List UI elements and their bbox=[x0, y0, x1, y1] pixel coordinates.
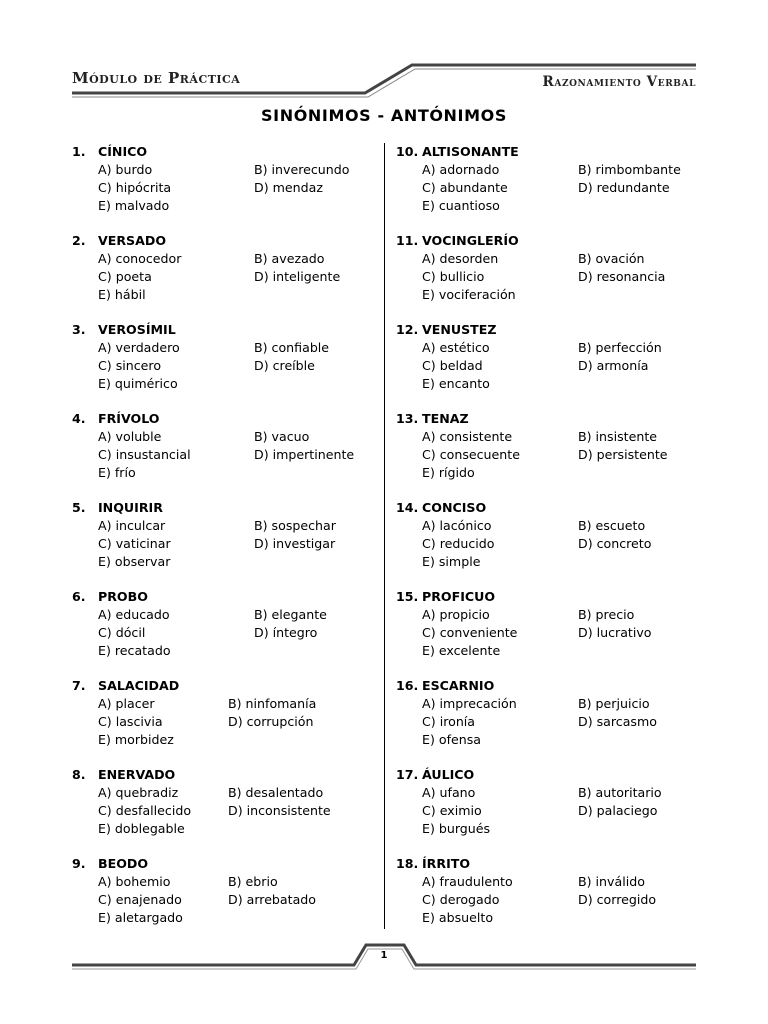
option-b: B) insistente bbox=[578, 429, 658, 444]
option-b: B) escueto bbox=[578, 518, 646, 533]
right-column bbox=[396, 143, 696, 944]
question-word: VEROSÍMIL bbox=[98, 322, 176, 337]
option-e: E) burgués bbox=[422, 821, 491, 836]
option-c: C) dócil bbox=[98, 625, 146, 640]
question-item bbox=[396, 232, 696, 321]
option-b: B) vacuo bbox=[254, 429, 310, 444]
question-item bbox=[72, 321, 372, 410]
option-e: E) vociferación bbox=[422, 287, 516, 302]
option-a: A) burdo bbox=[98, 162, 153, 177]
option-c: C) sincero bbox=[98, 358, 162, 373]
question-number: 2. bbox=[72, 233, 86, 248]
question-word: ENERVADO bbox=[98, 767, 176, 782]
option-a: A) imprecación bbox=[422, 696, 517, 711]
option-c: C) lascivia bbox=[98, 714, 163, 729]
option-b: B) desalentado bbox=[228, 785, 324, 800]
option-e: E) cuantioso bbox=[422, 198, 500, 213]
option-d: D) lucrativo bbox=[578, 625, 652, 640]
option-e: E) frío bbox=[98, 465, 136, 480]
option-d: D) mendaz bbox=[254, 180, 323, 195]
option-d: D) corregido bbox=[578, 892, 657, 907]
option-d: D) concreto bbox=[578, 536, 652, 551]
question-word: FRÍVOLO bbox=[98, 411, 160, 426]
question-word: SALACIDAD bbox=[98, 678, 180, 693]
option-d: D) íntegro bbox=[254, 625, 318, 640]
question-item bbox=[396, 855, 696, 944]
option-b: B) rimbombante bbox=[578, 162, 681, 177]
question-item bbox=[72, 766, 372, 855]
option-b: B) ebrio bbox=[228, 874, 278, 889]
option-d: D) impertinente bbox=[254, 447, 355, 462]
option-a: A) quebradiz bbox=[98, 785, 179, 800]
question-number: 1. bbox=[72, 144, 86, 159]
column-divider bbox=[384, 143, 385, 929]
option-a: A) verdadero bbox=[98, 340, 180, 355]
option-b: B) inválido bbox=[578, 874, 645, 889]
option-e: E) ofensa bbox=[422, 732, 482, 747]
option-e: E) observar bbox=[98, 554, 171, 569]
option-c: C) bullicio bbox=[422, 269, 485, 284]
option-d: D) sarcasmo bbox=[578, 714, 657, 729]
question-number: 12. bbox=[396, 322, 419, 337]
option-c: C) vaticinar bbox=[98, 536, 171, 551]
option-b: B) precio bbox=[578, 607, 635, 622]
option-d: D) palaciego bbox=[578, 803, 658, 818]
question-word: BEODO bbox=[98, 856, 149, 871]
question-word: INQUIRIR bbox=[98, 500, 163, 515]
option-e: E) absuelto bbox=[422, 910, 494, 925]
question-item bbox=[72, 232, 372, 321]
question-number: 6. bbox=[72, 589, 86, 604]
question-word: PROBO bbox=[98, 589, 148, 604]
question-word: ALTISONANTE bbox=[422, 144, 519, 159]
question-number: 15. bbox=[396, 589, 419, 604]
question-item bbox=[72, 410, 372, 499]
option-a: A) placer bbox=[98, 696, 155, 711]
option-c: C) derogado bbox=[422, 892, 500, 907]
option-d: D) armonía bbox=[578, 358, 649, 373]
question-word: VENUSTEZ bbox=[422, 322, 497, 337]
option-a: A) consistente bbox=[422, 429, 513, 444]
option-e: E) rígido bbox=[422, 465, 475, 480]
option-d: D) inconsistente bbox=[228, 803, 331, 818]
page-title: SINÓNIMOS - ANTÓNIMOS bbox=[261, 106, 507, 125]
option-e: E) doblegable bbox=[98, 821, 185, 836]
option-a: A) educado bbox=[98, 607, 170, 622]
option-c: C) poeta bbox=[98, 269, 152, 284]
option-d: D) redundante bbox=[578, 180, 670, 195]
option-c: C) enajenado bbox=[98, 892, 182, 907]
question-word: VOCINGLERÍO bbox=[422, 233, 519, 248]
question-word: CÍNICO bbox=[98, 144, 148, 159]
question-number: 14. bbox=[396, 500, 419, 515]
question-item bbox=[396, 766, 696, 855]
option-b: B) perfección bbox=[578, 340, 662, 355]
question-number: 17. bbox=[396, 767, 419, 782]
option-a: A) bohemio bbox=[98, 874, 171, 889]
question-number: 7. bbox=[72, 678, 86, 693]
option-a: A) propicio bbox=[422, 607, 490, 622]
question-item bbox=[72, 499, 372, 588]
option-c: C) hipócrita bbox=[98, 180, 172, 195]
option-e: E) recatado bbox=[98, 643, 171, 658]
option-a: A) conocedor bbox=[98, 251, 182, 266]
question-item bbox=[396, 588, 696, 677]
question-word: TENAZ bbox=[422, 411, 469, 426]
option-b: B) autoritario bbox=[578, 785, 662, 800]
question-item bbox=[396, 499, 696, 588]
question-number: 13. bbox=[396, 411, 419, 426]
option-e: E) hábil bbox=[98, 287, 146, 302]
option-d: D) corrupción bbox=[228, 714, 314, 729]
option-b: B) avezado bbox=[254, 251, 325, 266]
option-b: B) ovación bbox=[578, 251, 645, 266]
question-item bbox=[72, 588, 372, 677]
module-title: Módulo de Práctica bbox=[72, 69, 241, 87]
question-item bbox=[396, 143, 696, 232]
option-d: D) arrebatado bbox=[228, 892, 317, 907]
option-e: E) excelente bbox=[422, 643, 501, 658]
option-c: C) desfallecido bbox=[98, 803, 192, 818]
option-a: A) ufano bbox=[422, 785, 476, 800]
option-b: B) inverecundo bbox=[254, 162, 350, 177]
option-b: B) ninfomanía bbox=[228, 696, 317, 711]
question-number: 18. bbox=[396, 856, 419, 871]
question-word: ÁULICO bbox=[422, 767, 475, 782]
option-c: C) beldad bbox=[422, 358, 483, 373]
option-a: A) desorden bbox=[422, 251, 499, 266]
option-c: C) eximio bbox=[422, 803, 482, 818]
question-item bbox=[396, 410, 696, 499]
option-c: C) insustancial bbox=[98, 447, 191, 462]
option-d: D) investigar bbox=[254, 536, 336, 551]
question-number: 11. bbox=[396, 233, 419, 248]
course-title: Razonamiento Verbal bbox=[542, 74, 696, 90]
option-e: E) quimérico bbox=[98, 376, 178, 391]
question-item bbox=[396, 677, 696, 766]
question-word: PROFICUO bbox=[422, 589, 496, 604]
left-column bbox=[72, 143, 372, 944]
option-a: A) adornado bbox=[422, 162, 500, 177]
option-c: C) conveniente bbox=[422, 625, 518, 640]
option-d: D) resonancia bbox=[578, 269, 666, 284]
option-d: D) inteligente bbox=[254, 269, 341, 284]
option-d: D) persistente bbox=[578, 447, 668, 462]
option-e: E) simple bbox=[422, 554, 481, 569]
option-a: A) voluble bbox=[98, 429, 162, 444]
option-e: E) aletargado bbox=[98, 910, 183, 925]
option-c: C) abundante bbox=[422, 180, 508, 195]
question-item bbox=[72, 677, 372, 766]
option-b: B) perjuicio bbox=[578, 696, 650, 711]
page-number: 1 bbox=[380, 950, 388, 961]
question-number: 4. bbox=[72, 411, 86, 426]
option-a: A) estético bbox=[422, 340, 490, 355]
option-c: C) ironía bbox=[422, 714, 476, 729]
question-word: VERSADO bbox=[98, 233, 167, 248]
question-number: 5. bbox=[72, 500, 86, 515]
option-d: D) creíble bbox=[254, 358, 315, 373]
question-item bbox=[72, 855, 372, 944]
question-word: ESCARNIO bbox=[422, 678, 495, 693]
question-item bbox=[396, 321, 696, 410]
option-b: B) elegante bbox=[254, 607, 327, 622]
option-a: A) fraudulento bbox=[422, 874, 513, 889]
question-number: 16. bbox=[396, 678, 419, 693]
option-b: B) sospechar bbox=[254, 518, 336, 533]
question-word: CONCISO bbox=[422, 500, 487, 515]
option-a: A) lacónico bbox=[422, 518, 492, 533]
option-a: A) inculcar bbox=[98, 518, 166, 533]
option-b: B) confiable bbox=[254, 340, 330, 355]
question-number: 3. bbox=[72, 322, 86, 337]
question-word: ÍRRITO bbox=[422, 856, 471, 871]
question-number: 9. bbox=[72, 856, 86, 871]
option-c: C) reducido bbox=[422, 536, 495, 551]
question-item bbox=[72, 143, 372, 232]
option-e: E) morbidez bbox=[98, 732, 174, 747]
question-number: 8. bbox=[72, 767, 86, 782]
question-number: 10. bbox=[396, 144, 419, 159]
option-e: E) encanto bbox=[422, 376, 490, 391]
option-c: C) consecuente bbox=[422, 447, 520, 462]
option-e: E) malvado bbox=[98, 198, 170, 213]
